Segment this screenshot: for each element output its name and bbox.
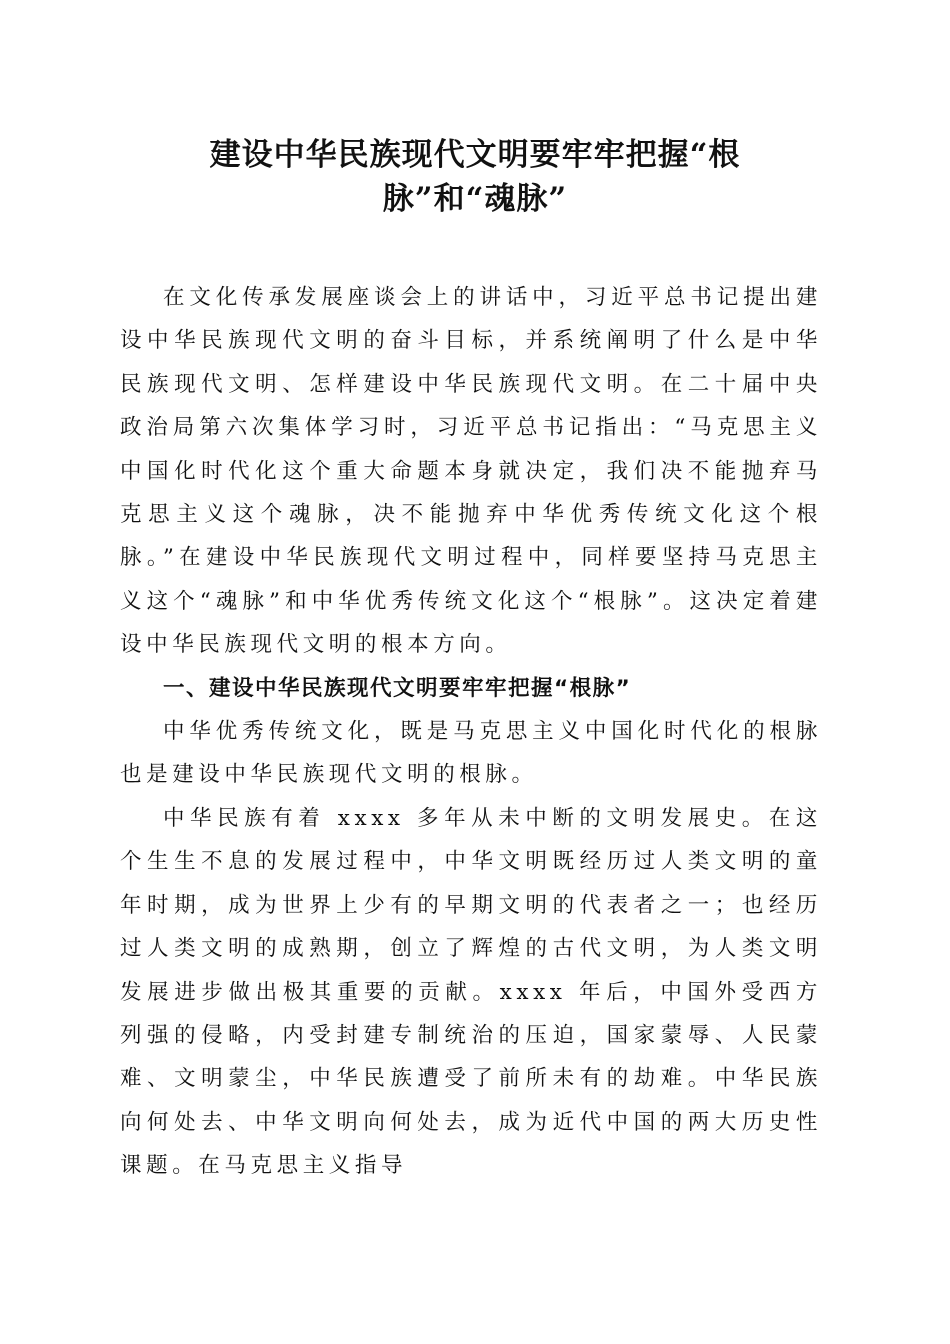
document-title [118, 133, 832, 221]
title-line-1: 建设中华民族现代文明要牢牢把握“根 [209, 137, 741, 173]
intro-paragraph: 在文化传承发展座谈会上的讲话中，习近平总书记提出建设中华民族现代文明的奋斗目标，并系统阐明了什么是中华民族现代文明、怎样建设中华民族现代文明。在二十届中央政治局第六次集体学习时，习近平总书记指出：“马克思主义中国化时代化这个重大命题本身就决定，我们决不能抛弃马克思主义这个魂脉，决不能抛弃中华优秀传统文化这个根脉。”在建设中华民族现代文明过程中，同样要坚持马克思主义这个“魂脉”和中华优秀传统文化这个“根脉”。这决定着建设中华民族现代文明的根本方向。 [120, 285, 822, 658]
section1-paragraph-2: 中华民族有着 xxxx 多年从未中断的文明发展史。在这个生生不息的发展过程中，中华文明既经历过人类文明的童年时期，成为世界上少有的早期文明的代表者之一；也经历过人类文明的成熟期，创立了辉煌的古代文明，为人类文明发展进步做出极其重要的贡献。xxxx 年后，中国外受西方列强的侵略，内受封建专制统治的压迫，国家蒙辱、人民蒙难、文明蒙尘，中华民族遭受了前所未有的劫难。中华民族向何处去、中华文明向何处去，成为近代中国的两大历史性课题。在马克思主义指导 [120, 805, 822, 1179]
title-line-2: 脉”和“魂脉” [382, 181, 568, 217]
section1-paragraph-1: 中华优秀传统文化，既是马克思主义中国化时代化的根脉也是建设中华民族现代文明的根脉。 [120, 719, 822, 788]
section-heading-1: 一、建设中华民族现代文明要牢牢把握“根脉” [163, 675, 632, 701]
document-body [120, 276, 822, 1188]
